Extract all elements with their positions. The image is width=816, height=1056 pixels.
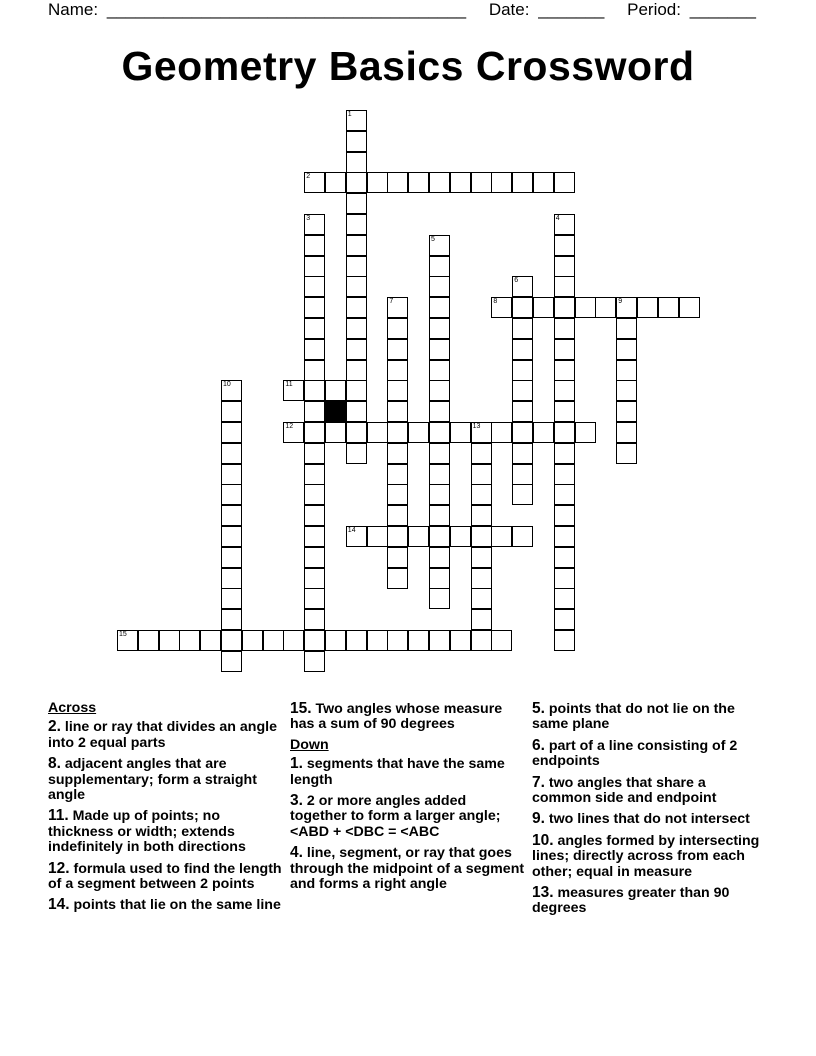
grid-cell[interactable] bbox=[387, 547, 408, 568]
grid-cell[interactable] bbox=[367, 630, 388, 651]
cell-number: 8 bbox=[493, 298, 498, 306]
clue-down-10: 10. angles formed by intersecting lines; directly across from each other; equal in measure bbox=[532, 831, 760, 880]
grid-cell[interactable] bbox=[512, 172, 533, 193]
grid-cell[interactable] bbox=[304, 256, 325, 277]
grid-cell[interactable] bbox=[616, 318, 637, 339]
grid-cell[interactable] bbox=[616, 443, 637, 464]
grid-cell[interactable] bbox=[450, 526, 471, 547]
grid-cell[interactable] bbox=[554, 339, 575, 360]
grid-cell[interactable] bbox=[533, 172, 554, 193]
grid-cell[interactable] bbox=[304, 297, 325, 318]
grid-cell[interactable] bbox=[263, 630, 284, 651]
grid-cell[interactable] bbox=[304, 235, 325, 256]
grid-cell[interactable] bbox=[429, 422, 450, 443]
grid-cell[interactable] bbox=[471, 422, 492, 443]
grid-cell[interactable] bbox=[387, 568, 408, 589]
grid-cell[interactable] bbox=[346, 422, 367, 443]
grid-cell[interactable] bbox=[429, 484, 450, 505]
grid-cell[interactable] bbox=[616, 339, 637, 360]
grid-cell[interactable] bbox=[304, 630, 325, 651]
grid-cell[interactable] bbox=[387, 443, 408, 464]
grid-cell[interactable] bbox=[616, 422, 637, 443]
cell-number: 10 bbox=[223, 381, 231, 389]
clue-down-1: 1. segments that have the same length bbox=[290, 755, 505, 788]
grid-cell[interactable] bbox=[512, 401, 533, 422]
grid-cell[interactable] bbox=[554, 297, 575, 318]
grid-cell[interactable] bbox=[367, 526, 388, 547]
grid-cell[interactable] bbox=[450, 630, 471, 651]
grid-cell[interactable] bbox=[512, 422, 533, 443]
grid-cell[interactable] bbox=[283, 422, 304, 443]
grid-cell[interactable] bbox=[554, 360, 575, 381]
clue-down-4: 4. line, segment, or ray that goes through the midpoint of a segment and forms a right angle bbox=[290, 844, 525, 893]
grid-cell[interactable] bbox=[471, 505, 492, 526]
grid-cell[interactable] bbox=[429, 339, 450, 360]
grid-cell[interactable] bbox=[346, 297, 367, 318]
grid-cell[interactable] bbox=[325, 422, 346, 443]
grid-cell[interactable] bbox=[554, 256, 575, 277]
cell-number: 6 bbox=[514, 277, 519, 285]
grid-cell[interactable] bbox=[387, 318, 408, 339]
clue-across-2: 2. line or ray that divides an angle into 2 equal parts bbox=[48, 718, 277, 751]
grid-cell[interactable] bbox=[491, 172, 512, 193]
clue-across-14: 14. points that lie on the same line bbox=[48, 896, 281, 914]
grid-cell[interactable] bbox=[221, 380, 242, 401]
grid-cell[interactable] bbox=[554, 484, 575, 505]
grid-cell[interactable] bbox=[221, 547, 242, 568]
cell-number: 4 bbox=[555, 215, 560, 222]
grid-cell[interactable] bbox=[304, 422, 325, 443]
grid-cell[interactable] bbox=[429, 588, 450, 609]
grid-cell[interactable] bbox=[387, 484, 408, 505]
grid-cell[interactable] bbox=[221, 464, 242, 485]
page-title: Geometry Basics Crossword bbox=[121, 43, 695, 89]
grid-cell[interactable] bbox=[471, 609, 492, 630]
grid-cell[interactable] bbox=[554, 630, 575, 651]
grid-cell[interactable] bbox=[387, 360, 408, 381]
grid-cell[interactable] bbox=[471, 588, 492, 609]
grid-cell[interactable] bbox=[471, 464, 492, 485]
grid-cell[interactable] bbox=[304, 214, 325, 235]
grid-cell[interactable] bbox=[346, 401, 367, 422]
grid-cell[interactable] bbox=[325, 630, 346, 651]
grid-cell[interactable] bbox=[554, 547, 575, 568]
grid-cell[interactable] bbox=[429, 547, 450, 568]
period-label: Period: bbox=[627, 0, 681, 19]
name-blank[interactable]: ______________________________________ bbox=[106, 0, 467, 19]
grid-cell[interactable] bbox=[429, 630, 450, 651]
grid-cell[interactable] bbox=[179, 630, 200, 651]
grid-cell[interactable] bbox=[554, 464, 575, 485]
grid-cell[interactable] bbox=[304, 651, 325, 672]
grid-cell[interactable] bbox=[429, 505, 450, 526]
grid-cell[interactable] bbox=[658, 297, 679, 318]
grid-cell[interactable] bbox=[387, 339, 408, 360]
grid-cell[interactable] bbox=[512, 360, 533, 381]
grid-cell[interactable] bbox=[408, 172, 429, 193]
grid-cell[interactable] bbox=[429, 526, 450, 547]
grid-cell[interactable] bbox=[408, 422, 429, 443]
cell-number: 14 bbox=[347, 527, 356, 534]
grid-cell[interactable] bbox=[221, 568, 242, 589]
grid-cell[interactable] bbox=[554, 276, 575, 297]
grid-cell[interactable] bbox=[429, 297, 450, 318]
grid-cell[interactable] bbox=[554, 588, 575, 609]
grid-cell[interactable] bbox=[387, 297, 408, 318]
grid-cell[interactable] bbox=[429, 568, 450, 589]
grid-cell[interactable] bbox=[346, 443, 367, 464]
grid-cell[interactable] bbox=[512, 484, 533, 505]
grid-cell[interactable] bbox=[554, 609, 575, 630]
grid-cell[interactable] bbox=[554, 380, 575, 401]
grid-cell[interactable] bbox=[554, 214, 575, 235]
grid-cell[interactable] bbox=[346, 630, 367, 651]
grid-cell[interactable] bbox=[304, 609, 325, 630]
grid-cell[interactable] bbox=[512, 297, 533, 318]
grid-cell[interactable] bbox=[554, 422, 575, 443]
grid-cell[interactable] bbox=[429, 360, 450, 381]
grid-cell[interactable] bbox=[616, 297, 637, 318]
grid-cell[interactable] bbox=[283, 380, 304, 401]
grid-cell[interactable] bbox=[221, 505, 242, 526]
grid-cell[interactable] bbox=[408, 526, 429, 547]
grid-cell[interactable] bbox=[595, 297, 616, 318]
grid-cell[interactable] bbox=[471, 172, 492, 193]
grid-cell[interactable] bbox=[221, 526, 242, 547]
grid-cell[interactable] bbox=[554, 318, 575, 339]
grid-cell[interactable] bbox=[491, 526, 512, 547]
grid-cell[interactable] bbox=[554, 443, 575, 464]
black-square bbox=[325, 401, 346, 422]
grid-cell[interactable] bbox=[554, 235, 575, 256]
grid-cell[interactable] bbox=[221, 422, 242, 443]
clue-down-7: 7. two angles that share a common side and endpoint bbox=[532, 773, 717, 807]
grid-cell[interactable] bbox=[304, 505, 325, 526]
grid-cell[interactable] bbox=[450, 422, 471, 443]
grid-cell[interactable] bbox=[554, 172, 575, 193]
grid-cell[interactable] bbox=[221, 401, 242, 422]
cell-number: 9 bbox=[618, 298, 623, 306]
grid-cell[interactable] bbox=[575, 422, 596, 443]
cell-number: 3 bbox=[306, 215, 311, 222]
grid-cell[interactable] bbox=[491, 422, 512, 443]
grid-cell[interactable] bbox=[491, 630, 512, 651]
cell-number: 1 bbox=[347, 111, 352, 118]
grid-cell[interactable] bbox=[471, 443, 492, 464]
clue-across-8: 8. adjacent angles that are supplementary; form a straight angle bbox=[48, 755, 257, 804]
grid-cell[interactable] bbox=[429, 235, 450, 256]
grid-cell[interactable] bbox=[429, 276, 450, 297]
grid-cell[interactable] bbox=[304, 547, 325, 568]
grid-cell[interactable] bbox=[471, 526, 492, 547]
grid-cell[interactable] bbox=[533, 297, 554, 318]
grid-cell[interactable] bbox=[512, 339, 533, 360]
name-label: Name: bbox=[48, 0, 99, 19]
clue-down-9: 9. two lines that do not intersect bbox=[532, 810, 750, 828]
clue-down-13: 13. measures greater than 90 degrees bbox=[532, 884, 730, 917]
grid-cell[interactable] bbox=[429, 172, 450, 193]
grid-cell[interactable] bbox=[512, 380, 533, 401]
clues-column-3 bbox=[532, 701, 768, 922]
grid-cell[interactable] bbox=[387, 380, 408, 401]
cell-number: 5 bbox=[431, 235, 435, 243]
grid-cell[interactable] bbox=[346, 526, 367, 547]
clue-down-3: 3. 2 or more angles added together to form a larger angle; <ABD + <DBC = <ABC bbox=[290, 792, 501, 840]
clue-across-15: 15. Two angles whose measure has a sum of 90 degrees bbox=[290, 700, 503, 733]
cell-number: 2 bbox=[306, 173, 311, 181]
grid-cell[interactable] bbox=[304, 380, 325, 401]
grid-cell[interactable] bbox=[367, 422, 388, 443]
grid-cell[interactable] bbox=[346, 110, 367, 131]
cell-number: 13 bbox=[472, 423, 481, 430]
grid-cell[interactable] bbox=[512, 318, 533, 339]
clues-column-2 bbox=[290, 701, 526, 897]
grid-cell[interactable] bbox=[554, 568, 575, 589]
grid-cell[interactable] bbox=[304, 276, 325, 297]
grid-cell[interactable] bbox=[346, 360, 367, 381]
grid-cell[interactable] bbox=[429, 318, 450, 339]
grid-cell[interactable] bbox=[429, 443, 450, 464]
grid-cell[interactable] bbox=[387, 505, 408, 526]
grid-cell[interactable] bbox=[304, 443, 325, 464]
grid-cell[interactable] bbox=[575, 297, 596, 318]
grid-cell[interactable] bbox=[408, 630, 429, 651]
grid-cell[interactable] bbox=[429, 464, 450, 485]
grid-cell[interactable] bbox=[387, 401, 408, 422]
grid-cell[interactable] bbox=[346, 318, 367, 339]
grid-cell[interactable] bbox=[304, 526, 325, 547]
grid-cell[interactable] bbox=[616, 401, 637, 422]
grid-cell[interactable] bbox=[387, 630, 408, 651]
grid-cell[interactable] bbox=[304, 588, 325, 609]
grid-cell[interactable] bbox=[117, 630, 138, 651]
grid-cell[interactable] bbox=[554, 505, 575, 526]
grid-cell[interactable] bbox=[387, 172, 408, 193]
grid-cell[interactable] bbox=[450, 172, 471, 193]
grid-cell[interactable] bbox=[387, 526, 408, 547]
grid-cell[interactable] bbox=[346, 131, 367, 152]
grid-cell[interactable] bbox=[367, 172, 388, 193]
grid-cell[interactable] bbox=[346, 380, 367, 401]
date-blank[interactable]: _______ bbox=[538, 0, 605, 19]
grid-cell[interactable] bbox=[429, 256, 450, 277]
down-heading: Down bbox=[290, 736, 329, 753]
grid-cell[interactable] bbox=[346, 193, 367, 214]
grid-cell[interactable] bbox=[554, 526, 575, 547]
grid-cell[interactable] bbox=[471, 630, 492, 651]
clue-down-6: 6. part of a line consisting of 2 endpoints bbox=[532, 736, 738, 770]
date-label: Date: bbox=[488, 0, 530, 19]
cell-number: 11 bbox=[285, 381, 293, 389]
grid-cell[interactable] bbox=[221, 443, 242, 464]
grid-cell[interactable] bbox=[554, 401, 575, 422]
grid-cell[interactable] bbox=[512, 464, 533, 485]
grid-cell[interactable] bbox=[346, 235, 367, 256]
grid-cell[interactable] bbox=[429, 401, 450, 422]
grid-cell[interactable] bbox=[283, 630, 304, 651]
grid-cell[interactable] bbox=[429, 380, 450, 401]
period-blank[interactable]: _______ bbox=[689, 0, 756, 19]
grid-cell[interactable] bbox=[346, 339, 367, 360]
grid-cell[interactable] bbox=[221, 609, 242, 630]
grid-cell[interactable] bbox=[616, 360, 637, 381]
grid-cell[interactable] bbox=[304, 484, 325, 505]
cell-number: 12 bbox=[285, 423, 294, 430]
grid-cell[interactable] bbox=[637, 297, 658, 318]
grid-cell[interactable] bbox=[304, 318, 325, 339]
grid-cell[interactable] bbox=[221, 630, 242, 651]
clues-column-1 bbox=[48, 701, 284, 919]
grid-cell[interactable] bbox=[304, 401, 325, 422]
cell-number: 15 bbox=[119, 631, 127, 638]
grid-cell[interactable] bbox=[471, 568, 492, 589]
grid-cell[interactable] bbox=[304, 339, 325, 360]
grid-cell[interactable] bbox=[200, 630, 221, 651]
grid-cell[interactable] bbox=[346, 214, 367, 235]
grid-cell[interactable] bbox=[304, 172, 325, 193]
grid-cell[interactable] bbox=[533, 422, 554, 443]
grid-cell[interactable] bbox=[221, 484, 242, 505]
grid-cell[interactable] bbox=[242, 630, 263, 651]
grid-cell[interactable] bbox=[387, 422, 408, 443]
grid-cell[interactable] bbox=[512, 443, 533, 464]
grid-cell[interactable] bbox=[346, 256, 367, 277]
grid-cell[interactable] bbox=[471, 484, 492, 505]
grid-cell[interactable] bbox=[679, 297, 700, 318]
grid-cell[interactable] bbox=[346, 172, 367, 193]
grid-cell[interactable] bbox=[304, 464, 325, 485]
grid-cell[interactable] bbox=[512, 276, 533, 297]
grid-cell[interactable] bbox=[138, 630, 159, 651]
grid-cell[interactable] bbox=[512, 526, 533, 547]
grid-cell[interactable] bbox=[616, 380, 637, 401]
grid-cell[interactable] bbox=[491, 297, 512, 318]
grid-cell[interactable] bbox=[387, 464, 408, 485]
across-heading: Across bbox=[48, 700, 97, 716]
grid-cell[interactable] bbox=[304, 568, 325, 589]
grid-cell[interactable] bbox=[159, 630, 180, 651]
clue-across-11: 11. Made up of points; no thickness or width; extends indefinitely in both directions bbox=[48, 807, 246, 856]
grid-cell[interactable] bbox=[304, 360, 325, 381]
grid-cell[interactable] bbox=[325, 380, 346, 401]
grid-cell[interactable] bbox=[221, 588, 242, 609]
grid-cell[interactable] bbox=[221, 651, 242, 672]
cell-number: 7 bbox=[389, 298, 394, 306]
grid-cell[interactable] bbox=[346, 152, 367, 173]
grid-cell[interactable] bbox=[471, 547, 492, 568]
grid-cell[interactable] bbox=[325, 172, 346, 193]
grid-cell[interactable] bbox=[346, 276, 367, 297]
clue-down-5: 5. points that do not lie on the same plane bbox=[532, 700, 735, 733]
clue-across-12: 12. formula used to find the length of a segment between 2 points bbox=[48, 859, 282, 893]
